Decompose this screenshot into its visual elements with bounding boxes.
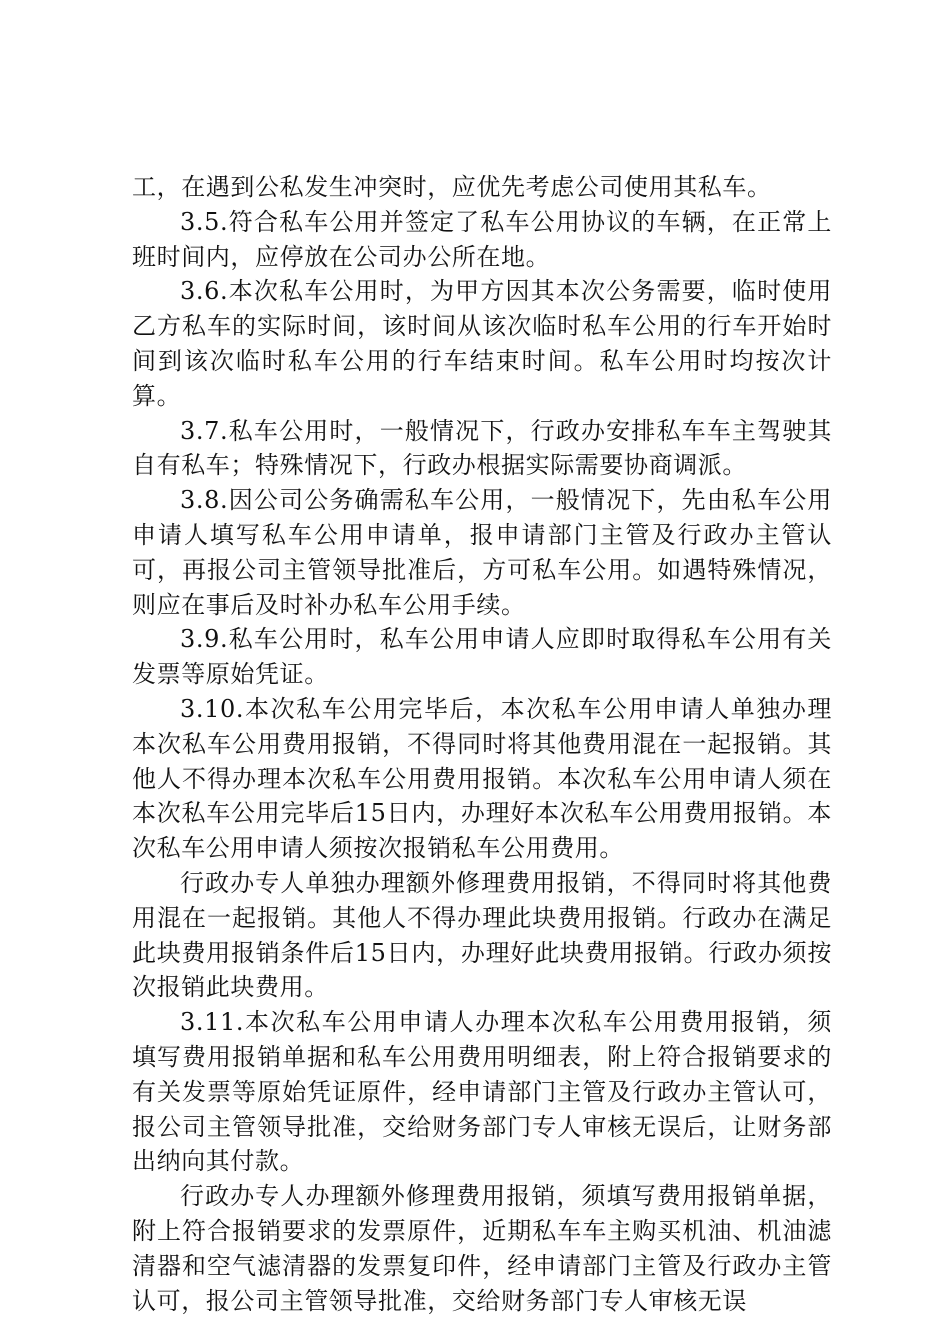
- paragraph-3-10: 3.10.本次私车公用完毕后，本次私车公用申请人单独办理本次私车公用费用报销，不得同时将其他费用混在一起报销。其他人不得办理本次私车公用费用报销。本次私车公用申请人须在本次私车公用完毕后15日内，办理好本次私车公用费用报销。本次私车公用申请人须按次报销私车公用费用。: [132, 694, 832, 863]
- paragraph-3-6: 3.6.本次私车公用时，为甲方因其本次公务需要，临时使用乙方私车的实际时间，该时间从该次临时私车公用的行车开始时间到该次临时私车公用的行车结束时间。私车公用时均按次计算。: [132, 277, 832, 410]
- paragraph-3-5: 3.5.符合私车公用并签定了私车公用协议的车辆，在正常上班时间内，应停放在公司办公所在地。: [132, 207, 832, 271]
- document-body: [132, 170, 832, 1318]
- paragraph-admin-repair-procedure: 行政办专人办理额外修理费用报销，须填写费用报销单据，附上符合报销要求的发票原件，近期私车车主购买机油、机油滤清器和空气滤清器的发票复印件，经申请部门主管及行政办主管认可，报公司主管领导批准，交给财务部门专人审核无误: [132, 1182, 832, 1315]
- paragraph-continuation: 工，在遇到公私发生冲突时，应优先考虑公司使用其私车。: [132, 173, 772, 201]
- paragraph-3-9: 3.9.私车公用时，私车公用申请人应即时取得私车公用有关发票等原始凭证。: [132, 625, 832, 689]
- paragraph-3-7: 3.7.私车公用时，一般情况下，行政办安排私车车主驾驶其自有私车；特殊情况下，行政办根据实际需要协商调派。: [132, 416, 832, 480]
- paragraph-3-8: 3.8.因公司公务确需私车公用，一般情况下，先由私车公用申请人填写私车公用申请单，报申请部门主管及行政办主管认可，再报公司主管领导批准后，方可私车公用。如遇特殊情况，则应在事后及时补办私车公用手续。: [132, 486, 832, 619]
- paragraph-3-11: 3.11.本次私车公用申请人办理本次私车公用费用报销，须填写费用报销单据和私车公用费用明细表，附上符合报销要求的有关发票等原始凭证原件，经申请部门主管及行政办主管认可，报公司主管领导批准，交给财务部门专人审核无误后，让财务部出纳向其付款。: [132, 1008, 832, 1176]
- paragraph-admin-repair-reimbursement: 行政办专人单独办理额外修理费用报销，不得同时将其他费用混在一起报销。其他人不得办理此块费用报销。行政办在满足此块费用报销条件后15日内，办理好此块费用报销。行政办须按次报销此块费用。: [132, 868, 832, 1002]
